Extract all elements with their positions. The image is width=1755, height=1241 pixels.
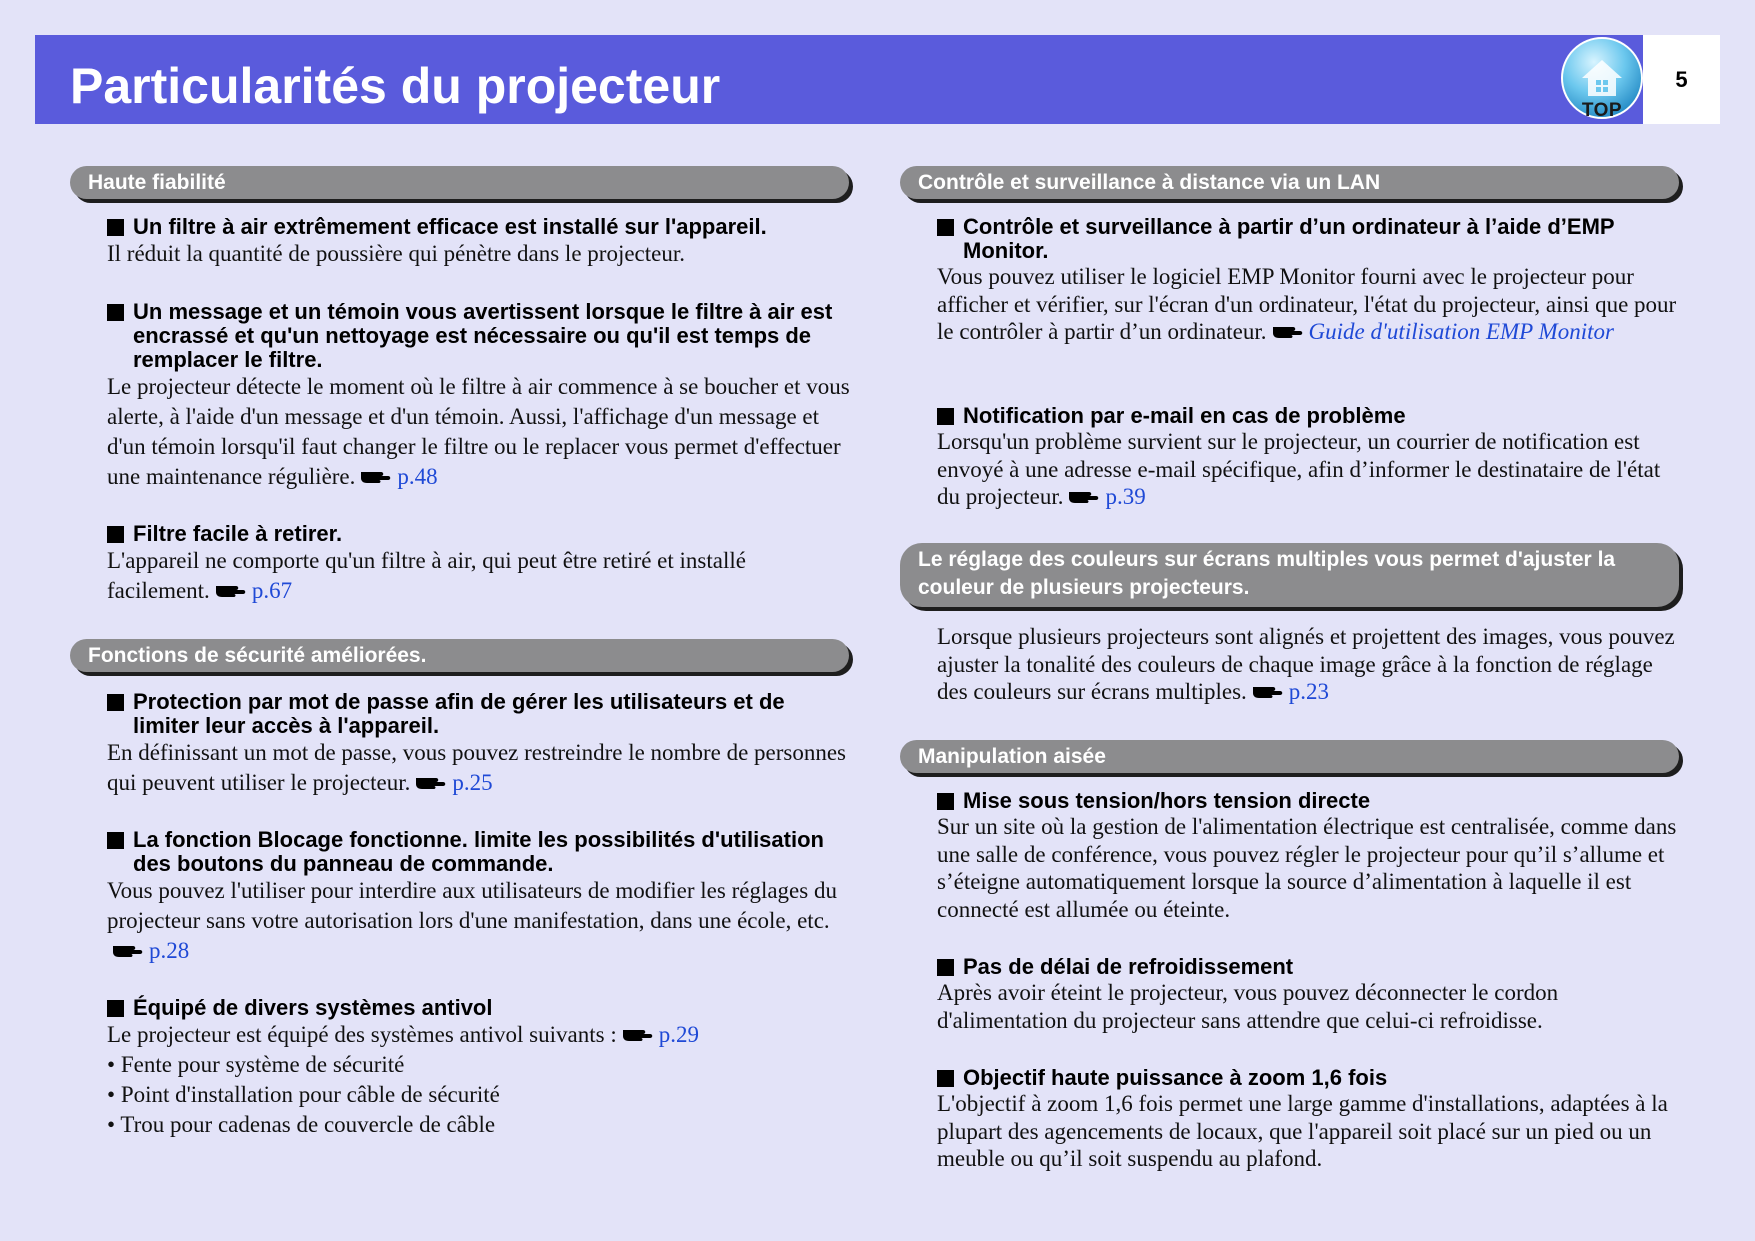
list-item: • Fente pour système de sécurité <box>107 1050 852 1080</box>
section-heading <box>70 639 849 672</box>
page-reference-link[interactable]: p.25 <box>452 770 493 795</box>
bullet-list <box>107 1050 852 1140</box>
item-title: Protection par mot de passe afin de gérer les utilisateurs et de limiter leur accès à l'appareil. <box>107 690 852 738</box>
item-title: Mise sous tension/hors tension directe <box>937 789 1682 813</box>
item-body-wrap <box>107 372 852 492</box>
page-reference-link[interactable]: p.28 <box>149 938 190 963</box>
page-reference-link[interactable]: p.39 <box>1105 484 1146 509</box>
item-title: Équipé de divers systèmes antivol <box>107 996 852 1020</box>
list-item: • Trou pour cadenas de couvercle de câble <box>107 1110 852 1140</box>
feature-item <box>937 404 1682 511</box>
page-title: Particularités du projecteur <box>70 58 721 114</box>
section-heading <box>900 740 1679 773</box>
feature-item <box>937 623 1682 706</box>
item-body: Sur un site où la gestion de l'alimentation électrique est centralisée, comme dans une salle de conférence, vous pouvez régler le projecteur pour qu’il s’allume et s’éteigne automatiquement lorsque la source d’alimentation à laquelle il est connecté est allumée ou éteinte. <box>937 814 1677 922</box>
pointing-hand-icon <box>1067 486 1101 506</box>
item-title: Pas de délai de refroidissement <box>937 955 1682 979</box>
page-number-box <box>1643 35 1720 124</box>
section-heading-text: Le réglage des couleurs sur écrans multiples vous permet d'ajuster la couleur de plusieurs projecteurs. <box>918 548 1616 599</box>
item-body-wrap <box>107 1020 852 1050</box>
section-heading-text: Contrôle et surveillance à distance via un LAN <box>918 171 1381 194</box>
feature-item <box>107 828 852 966</box>
page-number: 5 <box>1675 67 1688 92</box>
pointing-hand-icon <box>214 580 248 600</box>
item-title: La fonction Blocage fonctionne. limite les possibilités d'utilisation des boutons du panneau de commande. <box>107 828 852 876</box>
item-body: Le projecteur détecte le moment où le filtre à air commence à se boucher et vous alerte, à l'aide d'un message et d'un témoin. Aussi, l'affichage d'un message et d'un témoin lorsqu'il faut changer le filtre ou le replacer vous permet d'effectuer une maintenance régulière. <box>107 374 850 489</box>
page-reference-link[interactable]: p.29 <box>658 1022 699 1047</box>
item-body-wrap <box>937 623 1682 706</box>
item-body: Vous pouvez utiliser le logiciel EMP Monitor fourni avec le projecteur pour afficher et vérifier, sur l'écran d'un ordinateur, l'état du projecteur, ainsi que pour le contrôler à partir d’un ordinateur. <box>937 264 1677 344</box>
item-title: Un filtre à air extrêmement efficace est installé sur l'appareil. <box>107 215 852 239</box>
item-body: L'appareil ne comporte qu'un filtre à air, qui peut être retiré et installé facilement. <box>107 548 746 603</box>
pointing-hand-icon <box>111 940 145 960</box>
top-label: TOP <box>1581 100 1623 121</box>
feature-item <box>107 996 852 1140</box>
page-reference-link[interactable]: p.48 <box>397 464 438 489</box>
section-heading-text: Fonctions de sécurité améliorées. <box>88 644 427 667</box>
item-title: Un message et un témoin vous avertissent lorsque le filtre à air est encrassé et qu'un nettoyage est nécessaire ou qu'il est temps de remplacer le filtre. <box>107 300 852 372</box>
item-body: Après avoir éteint le projecteur, vous pouvez déconnecter le cordon d'alimentation du projecteur sans attendre que celui-ci refroidisse. <box>937 980 1559 1033</box>
item-body-wrap <box>107 546 852 606</box>
feature-item <box>937 215 1682 346</box>
section-heading <box>70 166 849 199</box>
item-body: En définissant un mot de passe, vous pouvez restreindre le nombre de personnes qui peuvent utiliser le projecteur. <box>107 740 846 795</box>
feature-item <box>107 690 852 798</box>
page-reference-link[interactable]: p.23 <box>1288 679 1330 704</box>
item-title: Objectif haute puissance à zoom 1,6 fois <box>937 1066 1682 1090</box>
item-title: Contrôle et surveillance à partir d’un ordinateur à l’aide d’EMP Monitor. <box>937 215 1682 263</box>
section-heading <box>900 166 1679 199</box>
pointing-hand-icon <box>414 772 448 792</box>
item-body: Il réduit la quantité de poussière qui pénètre dans le projecteur. <box>107 241 685 266</box>
list-item: • Point d'installation pour câble de sécurité <box>107 1080 852 1110</box>
pointing-hand-icon <box>1251 681 1285 701</box>
page-reference-link[interactable]: p.67 <box>251 578 293 603</box>
item-body-wrap <box>937 263 1682 346</box>
pointing-hand-icon <box>621 1024 655 1044</box>
item-body-wrap <box>107 876 852 966</box>
item-body: Le projecteur est équipé des systèmes antivol suivants : <box>107 1022 617 1047</box>
item-body: Lorsqu'un problème survient sur le projecteur, un courrier de notification est envoyé à une adresse e-mail spécifique, afin d’informer le destinataire de l'état du projecteur. <box>937 429 1661 509</box>
feature-item <box>937 1066 1682 1173</box>
guide-reference-link[interactable]: Guide d'utilisation EMP Monitor <box>1308 319 1614 344</box>
item-body-wrap <box>937 428 1682 511</box>
item-body: Lorsque plusieurs projecteurs sont alignés et projettent des images, vous pouvez ajuster la tonalité des couleurs de chaque image grâce à la fonction de réglage des couleurs sur écrans multiples. <box>937 624 1675 704</box>
item-title: Filtre facile à retirer. <box>107 522 852 546</box>
feature-item <box>107 215 852 268</box>
feature-item <box>107 522 852 606</box>
top-button[interactable] <box>1560 36 1644 120</box>
feature-item <box>107 300 852 492</box>
section-heading <box>900 543 1679 607</box>
section-heading-text: Haute fiabilité <box>88 171 226 194</box>
item-title: Notification par e-mail en cas de problème <box>937 404 1682 428</box>
section-heading-text: Manipulation aisée <box>918 745 1106 768</box>
item-body: Vous pouvez l'utiliser pour interdire aux utilisateurs de modifier les réglages du projecteur sans votre autorisation lors d'une manifestation, dans une école, etc. <box>107 878 837 933</box>
item-body-wrap <box>107 738 852 798</box>
feature-item <box>937 955 1682 1034</box>
item-body: L'objectif à zoom 1,6 fois permet une large gamme d'installations, adaptées à la plupart des agencements de locaux, que l'appareil soit placé sur un pied ou un meuble ou qu’il soit suspendu au plafond. <box>937 1091 1668 1171</box>
pointing-hand-icon <box>1271 321 1305 341</box>
pointing-hand-icon <box>359 466 393 486</box>
feature-item <box>937 789 1682 923</box>
